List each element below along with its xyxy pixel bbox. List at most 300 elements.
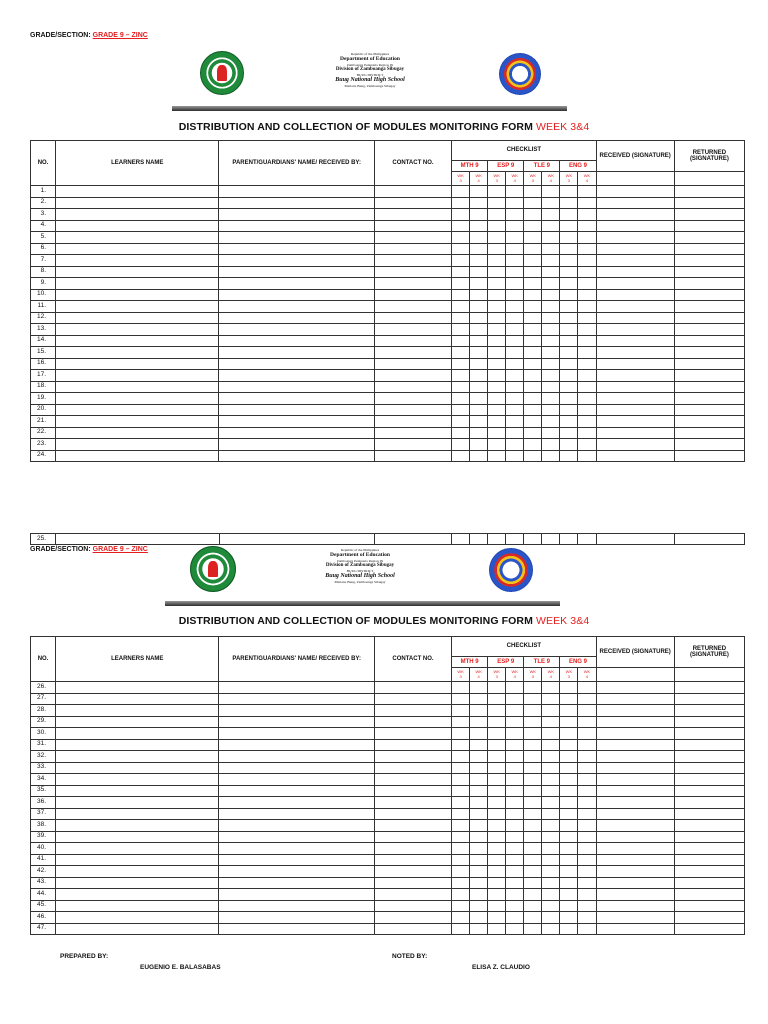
check-cell[interactable] [560,728,578,740]
check-cell[interactable] [560,751,578,763]
check-cell[interactable] [542,450,560,462]
check-cell[interactable] [524,266,542,278]
check-cell[interactable] [452,335,470,347]
parent-name-cell[interactable] [219,843,374,855]
check-cell[interactable] [578,416,596,428]
contact-cell[interactable] [374,209,451,221]
check-cell[interactable] [488,301,506,313]
received-signature-cell[interactable] [596,439,674,451]
parent-name-cell[interactable] [219,705,374,717]
learner-name-cell[interactable] [56,197,219,209]
check-cell[interactable] [506,370,524,382]
learner-name-cell[interactable] [56,716,219,728]
parent-name-cell[interactable] [219,289,374,301]
learner-name-cell[interactable] [56,797,219,809]
parent-name-cell[interactable] [219,416,374,428]
check-cell[interactable] [506,900,524,912]
check-cell[interactable] [488,716,506,728]
check-cell[interactable] [452,220,470,232]
learner-name-cell[interactable] [56,889,219,901]
learner-name-cell[interactable] [56,186,219,198]
check-cell[interactable] [560,220,578,232]
check-cell[interactable] [542,762,560,774]
check-cell[interactable] [488,739,506,751]
check-cell[interactable] [542,335,560,347]
check-cell[interactable] [488,877,506,889]
check-cell[interactable] [560,439,578,451]
contact-cell[interactable] [374,232,451,244]
learner-name-cell[interactable] [56,439,219,451]
parent-name-cell[interactable] [219,404,374,416]
check-cell[interactable] [560,808,578,820]
check-cell[interactable] [452,324,470,336]
returned-signature-cell[interactable] [674,335,744,347]
check-cell[interactable] [470,797,488,809]
check-cell[interactable] [560,358,578,370]
returned-signature-cell[interactable] [674,854,744,866]
check-cell[interactable] [578,209,596,221]
received-signature-cell[interactable] [596,739,674,751]
check-cell[interactable] [578,797,596,809]
learner-name-cell[interactable] [56,289,219,301]
parent-name-cell[interactable] [219,358,374,370]
contact-cell[interactable] [374,820,451,832]
check-cell[interactable] [560,923,578,935]
check-cell[interactable] [524,278,542,290]
check-cell[interactable] [506,797,524,809]
received-signature-cell[interactable] [596,728,674,740]
check-cell[interactable] [524,255,542,267]
check-cell[interactable] [488,820,506,832]
check-cell[interactable] [524,381,542,393]
check-cell[interactable] [542,534,560,545]
received-signature-cell[interactable] [596,301,674,313]
check-cell[interactable] [542,427,560,439]
returned-signature-cell[interactable] [674,912,744,924]
learner-name-cell[interactable] [56,762,219,774]
check-cell[interactable] [488,404,506,416]
learner-name-cell[interactable] [56,854,219,866]
parent-name-cell[interactable] [219,877,374,889]
learner-name-cell[interactable] [56,900,219,912]
check-cell[interactable] [506,243,524,255]
check-cell[interactable] [542,416,560,428]
check-cell[interactable] [578,820,596,832]
check-cell[interactable] [542,393,560,405]
check-cell[interactable] [488,900,506,912]
check-cell[interactable] [578,312,596,324]
check-cell[interactable] [524,866,542,878]
learner-name-cell[interactable] [56,427,219,439]
learner-name-cell[interactable] [56,255,219,267]
check-cell[interactable] [470,877,488,889]
parent-name-cell[interactable] [219,370,374,382]
returned-signature-cell[interactable] [674,923,744,935]
check-cell[interactable] [578,404,596,416]
check-cell[interactable] [452,404,470,416]
check-cell[interactable] [560,774,578,786]
contact-cell[interactable] [374,289,451,301]
check-cell[interactable] [542,220,560,232]
check-cell[interactable] [488,232,506,244]
check-cell[interactable] [488,912,506,924]
check-cell[interactable] [506,197,524,209]
returned-signature-cell[interactable] [674,820,744,832]
contact-cell[interactable] [374,358,451,370]
check-cell[interactable] [578,266,596,278]
check-cell[interactable] [524,693,542,705]
check-cell[interactable] [452,739,470,751]
check-cell[interactable] [488,347,506,359]
check-cell[interactable] [470,866,488,878]
returned-signature-cell[interactable] [674,255,744,267]
learner-name-cell[interactable] [56,705,219,717]
check-cell[interactable] [488,370,506,382]
check-cell[interactable] [488,682,506,694]
check-cell[interactable] [524,739,542,751]
check-cell[interactable] [578,301,596,313]
check-cell[interactable] [578,705,596,717]
learner-name-cell[interactable] [56,301,219,313]
check-cell[interactable] [452,186,470,198]
received-signature-cell[interactable] [596,450,674,462]
check-cell[interactable] [506,439,524,451]
check-cell[interactable] [506,255,524,267]
contact-cell[interactable] [374,278,451,290]
returned-signature-cell[interactable] [674,774,744,786]
parent-name-cell[interactable] [219,534,374,545]
check-cell[interactable] [506,347,524,359]
parent-name-cell[interactable] [219,797,374,809]
check-cell[interactable] [560,716,578,728]
check-cell[interactable] [578,186,596,198]
received-signature-cell[interactable] [596,762,674,774]
received-signature-cell[interactable] [596,716,674,728]
check-cell[interactable] [578,427,596,439]
check-cell[interactable] [578,278,596,290]
check-cell[interactable] [578,716,596,728]
contact-cell[interactable] [374,347,451,359]
check-cell[interactable] [542,693,560,705]
check-cell[interactable] [524,347,542,359]
check-cell[interactable] [506,682,524,694]
contact-cell[interactable] [374,705,451,717]
check-cell[interactable] [524,808,542,820]
check-cell[interactable] [452,900,470,912]
learner-name-cell[interactable] [56,866,219,878]
check-cell[interactable] [542,843,560,855]
check-cell[interactable] [452,358,470,370]
check-cell[interactable] [506,728,524,740]
check-cell[interactable] [524,232,542,244]
contact-cell[interactable] [374,243,451,255]
check-cell[interactable] [542,404,560,416]
check-cell[interactable] [524,450,542,462]
check-cell[interactable] [506,450,524,462]
check-cell[interactable] [470,705,488,717]
check-cell[interactable] [506,220,524,232]
received-signature-cell[interactable] [596,370,674,382]
parent-name-cell[interactable] [219,866,374,878]
returned-signature-cell[interactable] [674,843,744,855]
check-cell[interactable] [578,335,596,347]
contact-cell[interactable] [374,762,451,774]
check-cell[interactable] [542,831,560,843]
parent-name-cell[interactable] [219,335,374,347]
check-cell[interactable] [452,682,470,694]
check-cell[interactable] [560,877,578,889]
learner-name-cell[interactable] [56,370,219,382]
check-cell[interactable] [506,716,524,728]
learner-name-cell[interactable] [56,450,219,462]
received-signature-cell[interactable] [596,324,674,336]
received-signature-cell[interactable] [596,843,674,855]
check-cell[interactable] [524,335,542,347]
check-cell[interactable] [542,774,560,786]
check-cell[interactable] [452,439,470,451]
check-cell[interactable] [560,534,578,545]
check-cell[interactable] [542,232,560,244]
check-cell[interactable] [470,739,488,751]
check-cell[interactable] [560,289,578,301]
check-cell[interactable] [524,243,542,255]
received-signature-cell[interactable] [596,866,674,878]
returned-signature-cell[interactable] [674,900,744,912]
check-cell[interactable] [578,393,596,405]
returned-signature-cell[interactable] [674,278,744,290]
check-cell[interactable] [560,866,578,878]
check-cell[interactable] [560,693,578,705]
parent-name-cell[interactable] [219,739,374,751]
check-cell[interactable] [506,831,524,843]
check-cell[interactable] [506,866,524,878]
check-cell[interactable] [578,439,596,451]
received-signature-cell[interactable] [596,312,674,324]
contact-cell[interactable] [374,393,451,405]
check-cell[interactable] [542,312,560,324]
check-cell[interactable] [560,404,578,416]
learner-name-cell[interactable] [56,381,219,393]
check-cell[interactable] [560,278,578,290]
contact-cell[interactable] [374,416,451,428]
check-cell[interactable] [470,278,488,290]
check-cell[interactable] [470,243,488,255]
returned-signature-cell[interactable] [674,393,744,405]
check-cell[interactable] [560,209,578,221]
check-cell[interactable] [524,197,542,209]
check-cell[interactable] [560,347,578,359]
received-signature-cell[interactable] [596,877,674,889]
parent-name-cell[interactable] [219,393,374,405]
check-cell[interactable] [578,774,596,786]
returned-signature-cell[interactable] [674,232,744,244]
check-cell[interactable] [542,785,560,797]
check-cell[interactable] [506,877,524,889]
check-cell[interactable] [578,370,596,382]
check-cell[interactable] [506,381,524,393]
returned-signature-cell[interactable] [674,404,744,416]
check-cell[interactable] [524,877,542,889]
check-cell[interactable] [578,728,596,740]
returned-signature-cell[interactable] [674,289,744,301]
check-cell[interactable] [506,324,524,336]
check-cell[interactable] [452,751,470,763]
check-cell[interactable] [578,358,596,370]
check-cell[interactable] [578,762,596,774]
check-cell[interactable] [542,866,560,878]
contact-cell[interactable] [374,404,451,416]
check-cell[interactable] [560,820,578,832]
check-cell[interactable] [470,682,488,694]
check-cell[interactable] [560,739,578,751]
check-cell[interactable] [470,785,488,797]
received-signature-cell[interactable] [596,393,674,405]
check-cell[interactable] [452,197,470,209]
check-cell[interactable] [470,186,488,198]
check-cell[interactable] [470,232,488,244]
parent-name-cell[interactable] [219,762,374,774]
check-cell[interactable] [524,439,542,451]
parent-name-cell[interactable] [219,324,374,336]
check-cell[interactable] [524,889,542,901]
check-cell[interactable] [578,289,596,301]
contact-cell[interactable] [374,774,451,786]
check-cell[interactable] [542,739,560,751]
check-cell[interactable] [488,728,506,740]
parent-name-cell[interactable] [219,381,374,393]
parent-name-cell[interactable] [219,774,374,786]
check-cell[interactable] [488,831,506,843]
check-cell[interactable] [452,774,470,786]
received-signature-cell[interactable] [596,705,674,717]
parent-name-cell[interactable] [219,439,374,451]
check-cell[interactable] [506,393,524,405]
check-cell[interactable] [470,209,488,221]
check-cell[interactable] [560,197,578,209]
contact-cell[interactable] [374,900,451,912]
contact-cell[interactable] [374,266,451,278]
check-cell[interactable] [470,716,488,728]
learner-name-cell[interactable] [56,682,219,694]
check-cell[interactable] [470,381,488,393]
check-cell[interactable] [578,866,596,878]
check-cell[interactable] [560,900,578,912]
check-cell[interactable] [488,324,506,336]
check-cell[interactable] [524,404,542,416]
parent-name-cell[interactable] [219,900,374,912]
check-cell[interactable] [452,347,470,359]
contact-cell[interactable] [374,843,451,855]
check-cell[interactable] [506,358,524,370]
received-signature-cell[interactable] [596,808,674,820]
contact-cell[interactable] [374,381,451,393]
contact-cell[interactable] [374,866,451,878]
contact-cell[interactable] [374,301,451,313]
received-signature-cell[interactable] [596,347,674,359]
check-cell[interactable] [470,534,488,545]
learner-name-cell[interactable] [56,843,219,855]
check-cell[interactable] [506,232,524,244]
parent-name-cell[interactable] [219,278,374,290]
learner-name-cell[interactable] [56,785,219,797]
check-cell[interactable] [470,347,488,359]
check-cell[interactable] [578,255,596,267]
check-cell[interactable] [470,774,488,786]
check-cell[interactable] [560,705,578,717]
check-cell[interactable] [578,854,596,866]
parent-name-cell[interactable] [219,347,374,359]
check-cell[interactable] [488,450,506,462]
parent-name-cell[interactable] [219,209,374,221]
learner-name-cell[interactable] [56,923,219,935]
contact-cell[interactable] [374,797,451,809]
returned-signature-cell[interactable] [674,381,744,393]
learner-name-cell[interactable] [56,358,219,370]
check-cell[interactable] [542,705,560,717]
check-cell[interactable] [506,739,524,751]
parent-name-cell[interactable] [219,682,374,694]
check-cell[interactable] [542,197,560,209]
check-cell[interactable] [542,889,560,901]
returned-signature-cell[interactable] [674,866,744,878]
received-signature-cell[interactable] [596,854,674,866]
learner-name-cell[interactable] [56,808,219,820]
learner-name-cell[interactable] [56,728,219,740]
check-cell[interactable] [578,843,596,855]
check-cell[interactable] [578,751,596,763]
check-cell[interactable] [470,255,488,267]
contact-cell[interactable] [374,785,451,797]
learner-name-cell[interactable] [56,877,219,889]
check-cell[interactable] [506,266,524,278]
check-cell[interactable] [470,889,488,901]
check-cell[interactable] [452,797,470,809]
check-cell[interactable] [524,682,542,694]
parent-name-cell[interactable] [219,301,374,313]
received-signature-cell[interactable] [596,278,674,290]
check-cell[interactable] [524,289,542,301]
check-cell[interactable] [506,427,524,439]
parent-name-cell[interactable] [219,831,374,843]
returned-signature-cell[interactable] [674,186,744,198]
check-cell[interactable] [452,534,470,545]
contact-cell[interactable] [374,854,451,866]
check-cell[interactable] [452,785,470,797]
check-cell[interactable] [506,693,524,705]
check-cell[interactable] [560,393,578,405]
check-cell[interactable] [470,370,488,382]
received-signature-cell[interactable] [596,534,674,545]
check-cell[interactable] [452,393,470,405]
check-cell[interactable] [506,808,524,820]
check-cell[interactable] [542,255,560,267]
received-signature-cell[interactable] [596,785,674,797]
returned-signature-cell[interactable] [674,312,744,324]
returned-signature-cell[interactable] [674,220,744,232]
check-cell[interactable] [488,797,506,809]
check-cell[interactable] [578,243,596,255]
parent-name-cell[interactable] [219,912,374,924]
check-cell[interactable] [452,450,470,462]
check-cell[interactable] [560,312,578,324]
check-cell[interactable] [488,774,506,786]
check-cell[interactable] [524,186,542,198]
check-cell[interactable] [578,889,596,901]
check-cell[interactable] [488,534,506,545]
check-cell[interactable] [470,289,488,301]
received-signature-cell[interactable] [596,220,674,232]
parent-name-cell[interactable] [219,785,374,797]
